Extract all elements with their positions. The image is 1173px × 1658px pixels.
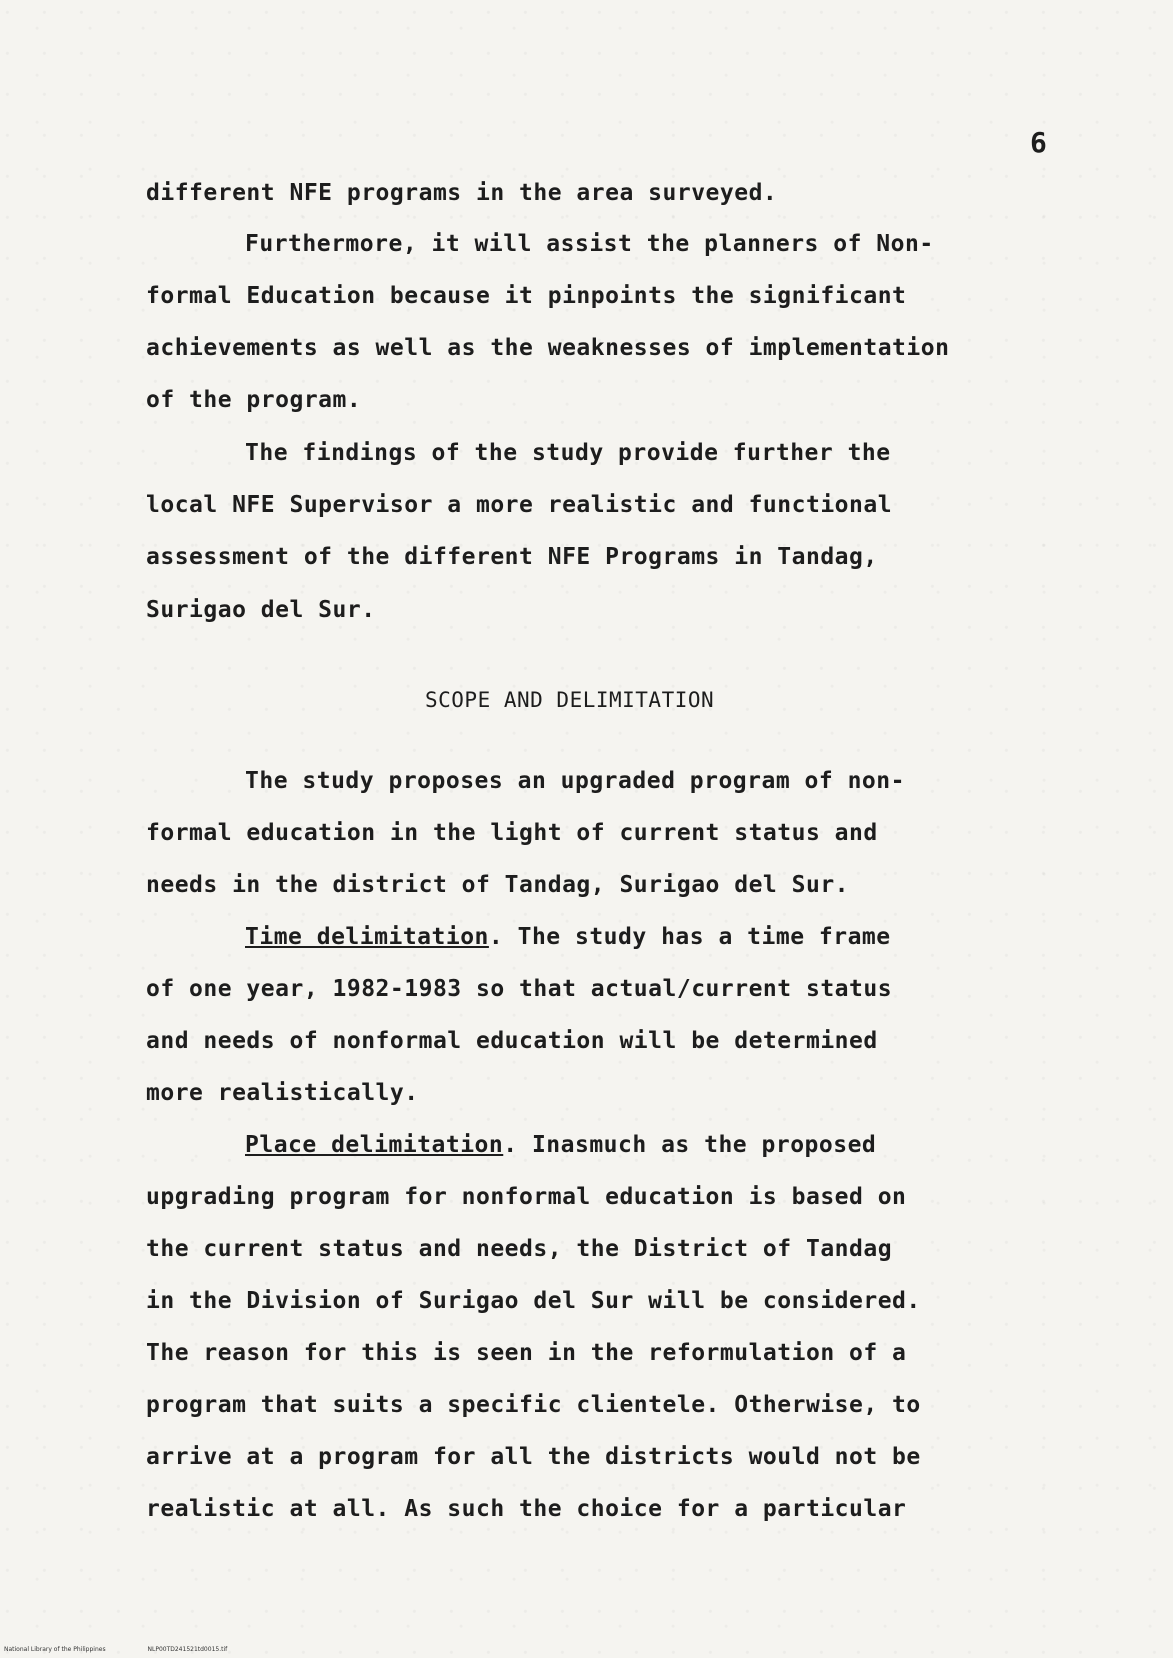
text-line: The reason for this is seen in the reformulation of a [146, 1340, 907, 1366]
text-line: formal education in the light of current status and [146, 820, 878, 846]
text-line: the current status and needs, the District of Tandag [146, 1236, 893, 1262]
text-line: more realistically. [146, 1080, 419, 1106]
text-line: different NFE programs in the area surveyed. [146, 180, 778, 206]
text-line: formal Education because it pinpoints the significant [146, 283, 907, 309]
time-delimitation-label: Time delimitation [245, 924, 489, 950]
text-line: in the Division of Surigao del Sur will be considered. [146, 1288, 921, 1314]
file-id: NLP00TD241521td0015.tif [147, 1646, 228, 1653]
text-line: needs in the district of Tandag, Surigao del Sur. [146, 872, 850, 898]
section-heading: SCOPE AND DELIMITATION [425, 688, 715, 712]
text-line: local NFE Supervisor a more realistic and functional [146, 492, 893, 518]
text-line: arrive at a program for all the districts would not be [146, 1444, 921, 1470]
scan-footer [4, 1646, 267, 1654]
text-line: program that suits a specific clientele. Otherwise, to [146, 1392, 921, 1418]
page-number: 6 [1030, 126, 1047, 159]
place-delimitation-line [245, 1130, 876, 1160]
text-line: and needs of nonformal education will be determined [146, 1028, 878, 1054]
text-line: of the program. [146, 387, 362, 413]
place-delimitation-text: . Inasmuch as the proposed [503, 1132, 877, 1158]
time-delimitation-text: . The study has a time frame [488, 924, 891, 950]
text-line: achievements as well as the weaknesses of implementation [146, 335, 950, 361]
text-line: of one year, 1982-1983 so that actual/current status [146, 976, 893, 1002]
text-line: Surigao del Sur. [146, 597, 376, 623]
text-line: upgrading program for nonformal education is based on [146, 1184, 907, 1210]
library-credit: National Library of the Philippines [4, 1646, 106, 1653]
place-delimitation-label: Place delimitation [245, 1132, 504, 1158]
text-line: realistic at all. As such the choice for a particular [146, 1496, 907, 1522]
time-delimitation-line [245, 922, 891, 952]
text-line: Furthermore, it will assist the planners of Non- [245, 231, 934, 257]
text-line: The study proposes an upgraded program of non- [245, 768, 905, 794]
text-line: The findings of the study provide further the [245, 440, 891, 466]
text-line: assessment of the different NFE Programs in Tandag, [146, 544, 878, 570]
